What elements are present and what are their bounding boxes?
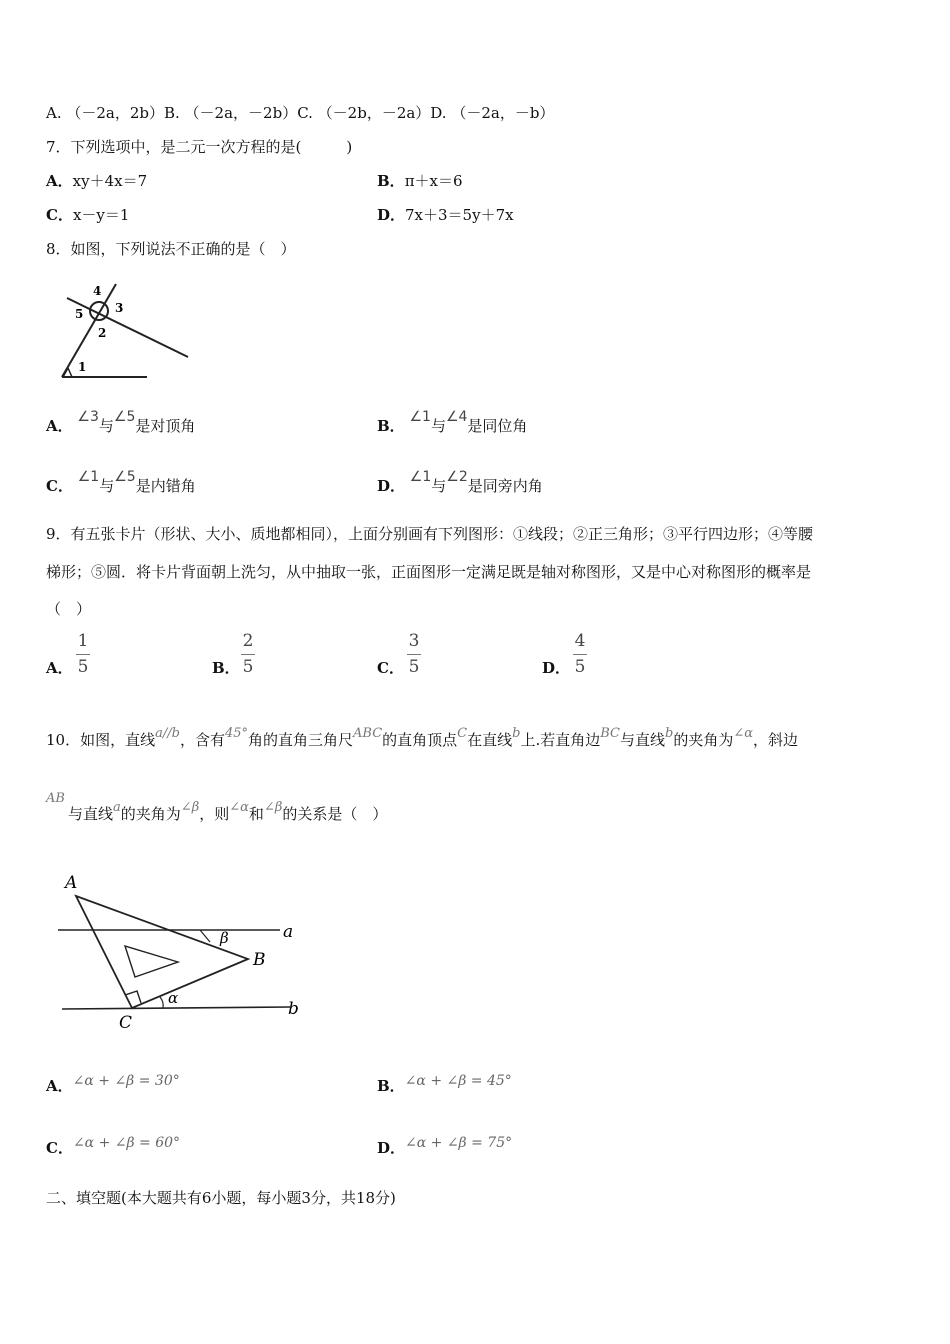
- text: 的夹角为: [120, 805, 181, 823]
- q8-option-c: [46, 469, 196, 496]
- numerator: 4: [574, 631, 586, 651]
- option-label: C．: [46, 206, 73, 224]
- q8-option-a: [46, 409, 196, 436]
- q9-option-c-fraction: [407, 633, 421, 676]
- math: 45°: [224, 726, 248, 741]
- fraction-bar: [407, 654, 421, 655]
- text: 和: [248, 805, 264, 823]
- q10-option-c: [46, 1137, 180, 1158]
- option-text: 与: [99, 477, 115, 495]
- q10-label-A: A: [65, 873, 78, 893]
- option-text: 7x＋3＝5y＋7x: [405, 206, 514, 224]
- q10-label-alpha: α: [168, 989, 179, 1007]
- numerator: 2: [242, 631, 254, 651]
- option-text: ∠α + ∠β = 30°: [72, 1073, 180, 1089]
- q8-option-d: [377, 469, 543, 496]
- text: ，斜边: [753, 731, 799, 749]
- q7-option-b: [377, 170, 463, 191]
- option-text: ∠α + ∠β = 45°: [404, 1073, 512, 1089]
- option-text: 是对顶角: [135, 417, 196, 435]
- q8-option-b: [377, 409, 528, 436]
- denominator: 5: [408, 657, 420, 677]
- q7-stem: 7．下列选项中，是二元一次方程的是( ): [46, 138, 353, 156]
- q10-line-b: [62, 1007, 290, 1009]
- math: ABC: [353, 726, 383, 741]
- fraction-bar: [241, 654, 255, 655]
- q9-option-d-label: D．: [542, 659, 571, 677]
- numerator: 1: [77, 631, 89, 651]
- text: ，含有: [179, 731, 225, 749]
- fraction-bar: [76, 654, 90, 655]
- q10-label-beta: β: [220, 929, 229, 947]
- option-label: D．: [377, 206, 406, 224]
- q9-line3: （ ）: [46, 600, 92, 618]
- option-text: 是同旁内角: [467, 477, 543, 495]
- text: 角的直角三角尺: [248, 731, 354, 749]
- q10-figure: [50, 870, 310, 1035]
- angle: ∠2: [446, 469, 468, 485]
- q8-label-3: 3: [115, 301, 124, 315]
- math: AB: [46, 791, 65, 806]
- option-label: C．: [46, 477, 73, 495]
- option-label: B．: [377, 172, 405, 190]
- q8-line-slant: [62, 284, 116, 377]
- q9-option-c-label: C．: [377, 659, 404, 677]
- option-text: x－y＝1: [72, 206, 130, 224]
- text: 与直线: [620, 731, 666, 749]
- q9-line1: 9．有五张卡片（形状、大小、质地都相同），上面分别画有下列图形：①线段；②正三角形；③平行四边形；④等腰: [46, 525, 814, 543]
- option-label: C．: [46, 1139, 73, 1157]
- q6-options: A. （－2a，2b）B. （－2a，－2b）C. （－2b，－2a）D. （－2a，－b）: [46, 104, 555, 122]
- q10-alpha-arc: [160, 997, 163, 1008]
- math: BC: [600, 726, 620, 741]
- q7-option-a: [46, 170, 147, 191]
- fraction-bar: [573, 654, 587, 655]
- text: 10．如图，直线: [46, 731, 156, 749]
- angle: ∠1: [409, 469, 432, 485]
- q8-label-4: 4: [93, 284, 102, 298]
- q10-triangle: [76, 896, 248, 1008]
- text: 在直线: [467, 731, 513, 749]
- q9-option-a-fraction: [76, 633, 90, 676]
- q8-label-1: 1: [78, 360, 87, 374]
- text: 上.若直角边: [520, 731, 601, 749]
- angle: ∠5: [114, 469, 136, 485]
- angle: ∠1: [409, 409, 431, 425]
- q8-stem: 8．如图，下列说法不正确的是（ ）: [46, 240, 296, 258]
- option-text: 与: [431, 477, 447, 495]
- text: 的关系是（ ）: [282, 805, 388, 823]
- angle: ∠3: [77, 409, 99, 425]
- option-label: B．: [377, 1077, 405, 1095]
- angle: ∠5: [113, 409, 136, 425]
- math: ∠α: [229, 800, 249, 815]
- option-text: 与: [98, 417, 114, 435]
- q9-option-d-fraction: [573, 633, 587, 676]
- q9-line2: 梯形；⑤圆．将卡片背面朝上洗匀，从中抽取一张，正面图形一定满足既是轴对称图形，又是中心对称图形的概率是: [46, 563, 812, 581]
- denominator: 5: [574, 657, 586, 677]
- q10-label-b: b: [288, 999, 299, 1019]
- option-text: xy＋4x＝7: [72, 172, 148, 190]
- math: ∠β: [180, 800, 200, 815]
- q9-option-b-fraction: [241, 633, 255, 676]
- math: ∠β: [263, 800, 283, 815]
- q10-option-b: [377, 1075, 512, 1096]
- option-label: A．: [46, 1077, 73, 1095]
- option-label: A．: [46, 417, 73, 435]
- q7-option-c: [46, 204, 129, 225]
- q8-label-2: 2: [98, 326, 107, 340]
- q10-beta-arc: [200, 930, 210, 942]
- section-heading: 二、填空题(本大题共有6小题，每小题3分，共18分): [46, 1189, 396, 1207]
- math: b: [665, 726, 674, 741]
- q10-option-a: [46, 1075, 180, 1096]
- q10-line1: [46, 726, 799, 750]
- q8-label-5: 5: [75, 307, 84, 321]
- q10-label-C: C: [119, 1013, 133, 1033]
- text: ，则: [199, 805, 230, 823]
- option-label: D．: [377, 1139, 406, 1157]
- angle: ∠4: [445, 409, 468, 425]
- text: 与直线: [68, 805, 114, 823]
- math: a: [113, 800, 121, 815]
- option-text: 是同位角: [467, 417, 528, 435]
- math: C: [457, 726, 468, 741]
- q10-line2: [46, 791, 388, 824]
- option-label: D．: [377, 477, 406, 495]
- option-text: 与: [430, 417, 446, 435]
- math: b: [512, 726, 521, 741]
- option-text: 是内错角: [135, 477, 196, 495]
- q10-option-d: [377, 1137, 512, 1158]
- q8-figure: [55, 280, 195, 385]
- q9-option-b-label: B．: [212, 659, 240, 677]
- denominator: 5: [242, 657, 254, 677]
- option-label: A．: [46, 172, 73, 190]
- q10-label-B: B: [253, 950, 266, 970]
- math: a//b: [155, 726, 180, 741]
- denominator: 5: [77, 657, 89, 677]
- q8-line-cross: [67, 298, 188, 357]
- math: ∠α: [733, 726, 754, 741]
- option-text: π＋x＝6: [404, 172, 463, 190]
- q10-label-a: a: [283, 922, 294, 942]
- option-text: ∠α + ∠β = 75°: [405, 1135, 513, 1151]
- text: 的夹角为: [673, 731, 734, 749]
- angle: ∠1: [77, 469, 100, 485]
- text: 的直角顶点: [382, 731, 458, 749]
- option-label: B．: [377, 417, 405, 435]
- q10-triangle-inner: [125, 946, 178, 977]
- numerator: 3: [408, 631, 420, 651]
- q7-option-d: [377, 204, 514, 225]
- option-text: ∠α + ∠β = 60°: [72, 1135, 181, 1151]
- q9-option-a-label: A．: [46, 659, 73, 677]
